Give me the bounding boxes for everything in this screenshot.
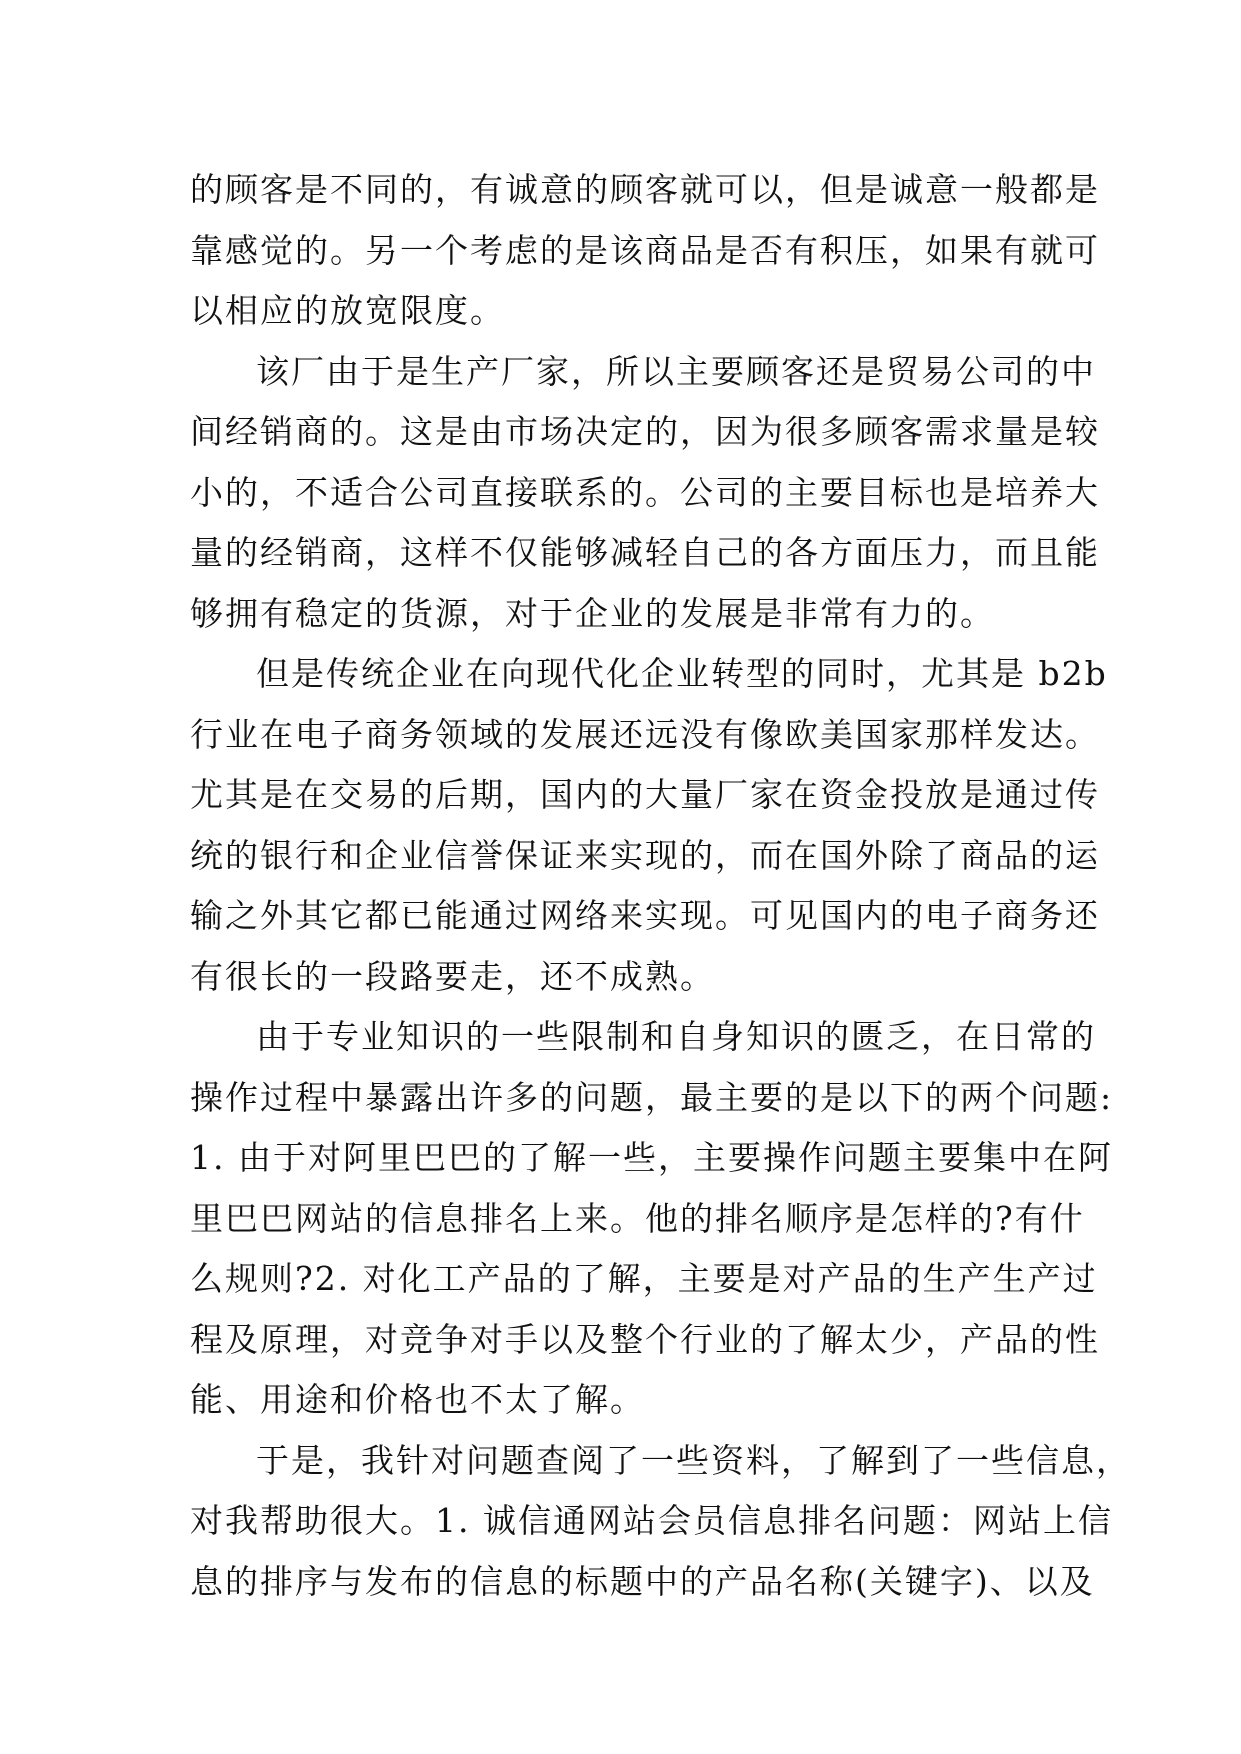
text-line: 小的，不适合公司直接联系的。公司的主要目标也是培养大 — [190, 472, 1100, 512]
text-line: 程及原理，对竞争对手以及整个行业的了解太少，产品的性 — [190, 1319, 1100, 1359]
text-line: 的顾客是不同的，有诚意的顾客就可以，但是诚意一般都是 — [190, 170, 1100, 209]
text-line: 1. 由于对阿里巴巴的了解一些，主要操作问题主要集中在阿 — [190, 1138, 1113, 1177]
text-line: 对我帮助很大。1. 诚信通网站会员信息排名问题：网站上信 — [190, 1501, 1113, 1540]
paragraph-start-line: 于是，我针对问题查阅了一些资料，了解到了一些信息， — [256, 1440, 1131, 1480]
text-line: 操作过程中暴露出许多的问题，最主要的是以下的两个问题: — [190, 1077, 1114, 1117]
text-line: 息的排序与发布的信息的标题中的产品名称(关键字)、以及 — [190, 1561, 1095, 1601]
text-line: 够拥有稳定的货源，对于企业的发展是非常有力的。 — [190, 593, 995, 633]
text-line: 间经销商的。这是由市场决定的，因为很多顾客需求量是较 — [190, 412, 1100, 451]
text-line: 靠感觉的。另一个考虑的是该商品是否有积压，如果有就可 — [190, 230, 1100, 270]
text-line: 量的经销商，这样不仅能够减轻自己的各方面压力，而且能 — [190, 533, 1100, 572]
text-line: 尤其是在交易的后期，国内的大量厂家在资金投放是通过传 — [190, 775, 1100, 814]
paragraph-start-line: 但是传统企业在向现代化企业转型的同时，尤其是 b2b — [256, 654, 1108, 693]
text-line: 能、用途和价格也不太了解。 — [190, 1380, 645, 1419]
text-line: 输之外其它都已能通过网络来实现。可见国内的电子商务还 — [190, 896, 1100, 935]
paragraph-start-line: 由于专业知识的一些限制和自身知识的匮乏，在日常的 — [256, 1017, 1096, 1056]
text-line: 统的银行和企业信誉保证来实现的，而在国外除了商品的运 — [190, 835, 1100, 875]
text-line: 么规则?2. 对化工产品的了解，主要是对产品的生产生产过 — [190, 1259, 1098, 1298]
body-text — [190, 160, 1131, 1612]
text-line: 里巴巴网站的信息排名上来。他的排名顺序是怎样的?有什 — [190, 1198, 1085, 1238]
text-line: 有很长的一段路要走，还不成熟。 — [190, 956, 715, 996]
text-line: 行业在电子商务领域的发展还远没有像欧美国家那样发达。 — [190, 714, 1100, 754]
text-line: 以相应的放宽限度。 — [190, 291, 505, 330]
paragraph-start-line: 该厂由于是生产厂家，所以主要顾客还是贸易公司的中 — [256, 351, 1096, 391]
